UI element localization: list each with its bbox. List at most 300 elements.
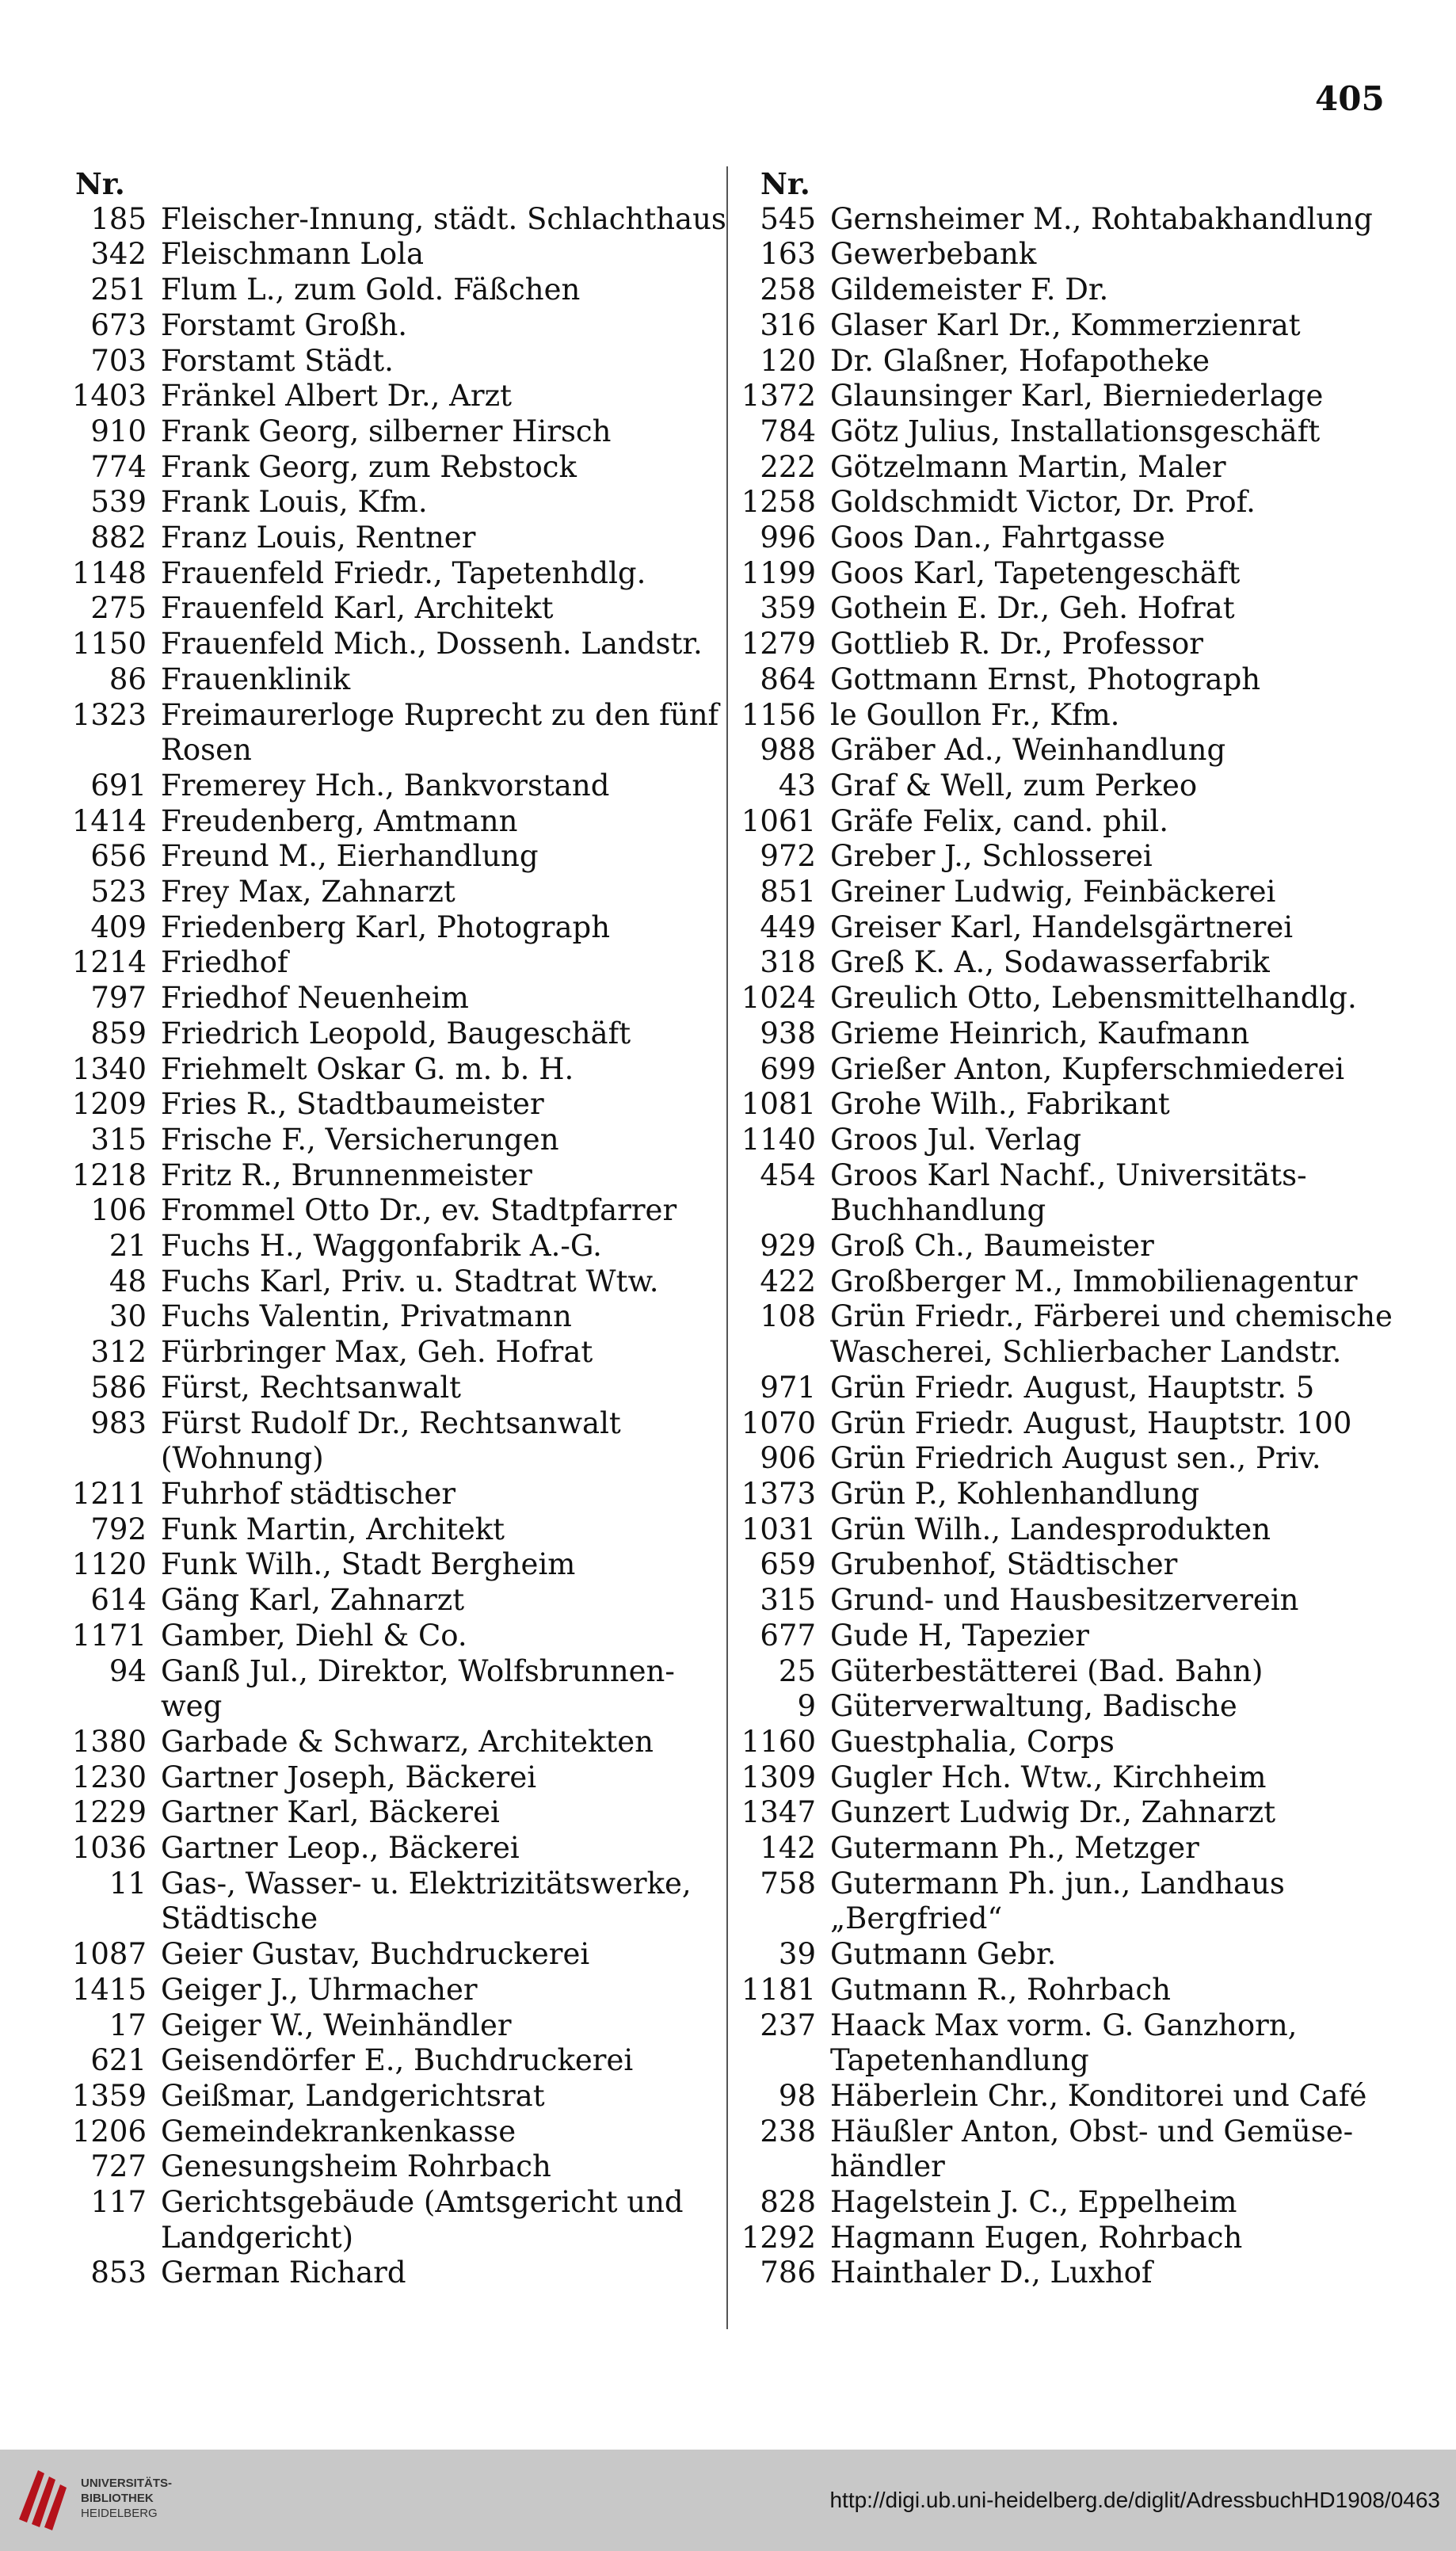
directory-entry	[55, 1229, 721, 1264]
directory-entry	[55, 875, 721, 910]
entry-name: Geier Gustav, Buchdruckerei	[161, 1937, 590, 1972]
directory-entry	[55, 485, 721, 520]
page-number: 405	[1315, 79, 1385, 118]
entry-number: 449	[760, 909, 816, 944]
entry-name: Hagmann Eugen, Rohrbach	[830, 2220, 1243, 2255]
entry-number: 971	[760, 1370, 816, 1405]
entry-number: 1087	[71, 1937, 147, 1972]
directory-entry	[55, 450, 721, 486]
entry-name: Gutermann Ph. jun., Landhaus	[830, 1866, 1285, 1901]
entry-number: 586	[90, 1370, 147, 1405]
directory-entry	[55, 1299, 721, 1335]
column-divider	[726, 166, 728, 2329]
directory-entry	[55, 768, 721, 804]
directory-entry	[55, 1371, 721, 1406]
footer-bar	[0, 2450, 1456, 2551]
entry-name: Franz Louis, Rentner	[161, 520, 476, 555]
entry-number: 1081	[741, 1087, 816, 1122]
entry-name: Grün Friedrich August sen., Priv.	[830, 1441, 1321, 1476]
entry-name: Friehmelt Oskar G. m. b. H.	[161, 1051, 574, 1086]
directory-entry	[55, 201, 726, 238]
entry-name: Grund- und Hausbesitzerverein	[830, 1583, 1299, 1618]
directory-entry	[741, 237, 1390, 273]
entry-name: Funk Martin, Architekt	[161, 1512, 505, 1546]
entry-number: 929	[760, 1229, 816, 1264]
entry-name: Fuchs Valentin, Privatmann	[161, 1299, 572, 1334]
entry-name: Fremerey Hch., Bankvorstand	[161, 768, 610, 803]
directory-entry	[55, 804, 721, 840]
entry-number: 1156	[741, 697, 816, 732]
entry-list	[55, 201, 726, 2291]
directory-entry	[741, 768, 1390, 804]
entry-name: Gemeindekrankenkasse	[161, 2114, 516, 2149]
directory-entry	[55, 591, 721, 627]
entry-name: Gothein E. Dr., Geh. Hofrat	[830, 591, 1235, 626]
directory-entry	[741, 450, 1390, 486]
entry-name: Grieme Heinrich, Kaufmann	[830, 1016, 1250, 1051]
entry-name: Fuchs H., Waggonfabrik A.-G.	[161, 1229, 602, 1264]
directory-entry	[741, 2114, 1390, 2150]
entry-name: Frauenklinik	[161, 662, 351, 696]
directory-entry	[741, 2079, 1390, 2114]
entry-number: 1160	[741, 1724, 816, 1759]
entry-name: Gas-, Wasser- u. Elektrizitätswerke,	[161, 1866, 692, 1901]
directory-entry	[55, 1052, 721, 1088]
entry-number: 1211	[71, 1477, 147, 1511]
entry-number: 251	[90, 273, 147, 307]
entry-number: 30	[109, 1299, 147, 1334]
entry-name: Freudenberg, Amtmann	[161, 803, 518, 838]
entry-name: Friedhof	[161, 945, 288, 980]
directory-entry	[741, 1795, 1390, 1831]
directory-entry	[55, 2043, 721, 2079]
directory-entry	[55, 414, 721, 450]
entry-name: Grün Friedr., Färberei und chemische	[830, 1299, 1393, 1334]
entry-number: 786	[760, 2255, 816, 2290]
entry-number: 1061	[741, 803, 816, 838]
entry-name: Greiser Karl, Handelsgärtnerei	[830, 909, 1294, 944]
directory-entry	[741, 910, 1390, 946]
directory-entry	[55, 1689, 721, 1725]
entry-name: Groos Karl Nachf., Universitäts-	[830, 1157, 1307, 1192]
entry-number: 792	[90, 1512, 147, 1546]
directory-entry	[55, 2079, 721, 2114]
directory-entry	[741, 2008, 1390, 2044]
directory-entry	[741, 1547, 1390, 1583]
directory-entry	[741, 733, 1390, 768]
entry-name: Glaser Karl Dr., Kommerzienrat	[830, 307, 1301, 342]
entry-name: Gäng Karl, Zahnarzt	[161, 1583, 465, 1618]
entry-number: 1309	[741, 1760, 816, 1794]
entry-name: Gerichtsgebäude (Amtsgericht und	[161, 2185, 684, 2220]
entry-name: Fleischmann Lola	[161, 237, 425, 272]
entry-number: 1140	[741, 1122, 816, 1157]
entry-name: Forstamt Städt.	[161, 343, 394, 378]
left-column	[55, 166, 726, 2291]
entry-name: Freund M., Eierhandlung	[161, 839, 539, 874]
entry-name: Ganß Jul., Direktor, Wolfsbrunnen-	[161, 1653, 675, 1688]
entry-name: Götzelmann Martin, Maler	[830, 449, 1226, 484]
directory-entry	[741, 1193, 1390, 1229]
entry-number: 117	[90, 2185, 147, 2220]
entry-number: 1181	[741, 1972, 816, 2007]
entry-name: Wascherei, Schlierbacher Landstr.	[830, 1335, 1342, 1370]
entry-number: 1031	[741, 1512, 816, 1546]
entry-number: 906	[760, 1441, 816, 1476]
entry-name: Greß K. A., Sodawasserfabrik	[830, 945, 1270, 980]
entry-name: Tapetenhandlung	[830, 2043, 1089, 2078]
entry-number: 545	[760, 201, 816, 236]
entry-name: Greber J., Schlosserei	[830, 839, 1153, 874]
entry-name: Geisendörfer E., Buchdruckerei	[161, 2043, 634, 2078]
entry-number: 1229	[71, 1795, 147, 1830]
entry-number: 48	[109, 1264, 147, 1298]
entry-number: 163	[760, 237, 816, 272]
entry-number: 621	[90, 2043, 147, 2078]
directory-entry	[55, 556, 721, 592]
directory-entry	[55, 1335, 721, 1371]
directory-entry	[741, 520, 1390, 556]
entry-name: Geiger J., Uhrmacher	[161, 1972, 478, 2007]
directory-entry	[55, 344, 721, 379]
entry-name: Goos Karl, Tapetengeschäft	[830, 555, 1241, 590]
entry-number	[741, 1193, 816, 1229]
entry-number: 258	[760, 273, 816, 307]
entry-number: 1120	[71, 1547, 147, 1582]
entry-number: 237	[760, 2008, 816, 2042]
entry-name: Frauenfeld Karl, Architekt	[161, 591, 554, 626]
entry-name: Grubenhof, Städtischer	[830, 1547, 1178, 1582]
entry-name: German Richard	[161, 2255, 406, 2290]
entry-number: 1214	[71, 945, 147, 980]
entry-number: 454	[760, 1157, 816, 1192]
directory-entry	[741, 804, 1390, 840]
directory-entry	[55, 1901, 721, 1937]
entry-name: Grießer Anton, Kupferschmiederei	[830, 1051, 1345, 1086]
entry-number	[55, 2221, 147, 2256]
directory-entry	[741, 379, 1390, 414]
entry-number: 409	[90, 909, 147, 944]
entry-name: Frank Georg, silberner Hirsch	[161, 414, 612, 448]
directory-entry	[55, 1867, 721, 1902]
source-url-link[interactable]: http://digi.ub.uni-heidelberg.de/diglit/AdressbuchHD1908/0463	[829, 2488, 1440, 2512]
entry-name: Hainthaler D., Luxhof	[830, 2255, 1153, 2290]
entry-number: 727	[90, 2149, 147, 2184]
directory-entry	[55, 1831, 721, 1867]
entry-number: 539	[90, 485, 147, 520]
directory-entry	[741, 556, 1390, 592]
entry-number: 43	[778, 768, 816, 803]
entry-number: 1209	[71, 1087, 147, 1122]
directory-entry	[55, 1547, 721, 1583]
entry-number: 1372	[741, 379, 816, 414]
directory-entry	[55, 1795, 721, 1831]
entry-name: Dr. Glaßner, Hofapotheke	[830, 343, 1210, 378]
entry-number: 774	[90, 449, 147, 484]
entry-number: 315	[90, 1122, 147, 1157]
entry-name: Friedenberg Karl, Photograph	[161, 909, 611, 944]
entry-name: Gartner Karl, Bäckerei	[161, 1795, 500, 1830]
entry-number: 828	[760, 2185, 816, 2220]
directory-entry	[741, 875, 1390, 910]
entry-number: 312	[90, 1335, 147, 1370]
entry-number: 1380	[71, 1724, 147, 1759]
entry-name: Fleischer-Innung, städt. Schlachthaus	[161, 201, 726, 236]
directory-entry	[741, 1725, 1390, 1760]
entry-name: Forstamt Großh.	[161, 307, 408, 342]
entry-name: Gernsheimer M., Rohtabakhandlung	[830, 201, 1373, 236]
directory-entry	[741, 1619, 1390, 1654]
entry-number: 359	[760, 591, 816, 626]
entry-name: Grün Friedr. August, Hauptstr. 100	[830, 1405, 1352, 1440]
entry-number	[741, 1335, 816, 1371]
entry-number: 98	[778, 2078, 816, 2113]
directory-entry	[741, 308, 1390, 344]
entry-name: Gutmann Gebr.	[830, 1937, 1057, 1972]
entry-number: 120	[760, 343, 816, 378]
entry-name: Fuhrhof städtischer	[161, 1477, 456, 1511]
directory-entry	[741, 1087, 1390, 1123]
library-logo-icon	[14, 2464, 73, 2532]
entry-number: 859	[90, 1016, 147, 1051]
entry-name: Götz Julius, Installationsgeschäft	[830, 414, 1321, 448]
directory-entry	[55, 1016, 721, 1052]
entry-name: Greiner Ludwig, Feinbäckerei	[830, 875, 1276, 909]
entry-number: 851	[760, 875, 816, 909]
library-logo[interactable]	[14, 2464, 172, 2532]
entry-number: 659	[760, 1547, 816, 1582]
directory-entry	[741, 485, 1390, 520]
directory-entry	[741, 698, 1390, 734]
directory-entry	[741, 414, 1390, 450]
directory-entry	[741, 1831, 1390, 1867]
entry-number: 1230	[71, 1760, 147, 1794]
entry-number: 797	[90, 981, 147, 1016]
entry-number: 972	[760, 839, 816, 874]
directory-entry	[741, 344, 1390, 379]
directory-entry	[741, 591, 1390, 627]
entry-number: 316	[760, 307, 816, 342]
directory-entry	[55, 1123, 721, 1158]
entry-number	[55, 1441, 147, 1477]
entry-name: Geißmar, Landgerichtsrat	[161, 2078, 545, 2113]
entry-number: 699	[760, 1051, 816, 1086]
directory-entry	[55, 1158, 721, 1194]
entry-name: Gamber, Diehl & Co.	[161, 1618, 467, 1653]
entry-name: Gräfe Felix, cand. phil.	[830, 803, 1169, 838]
entry-name: Guestphalia, Corps	[830, 1724, 1115, 1759]
directory-entry	[741, 627, 1390, 662]
entry-number: 1258	[741, 485, 816, 520]
entry-number: 39	[778, 1937, 816, 1972]
directory-entry	[741, 2043, 1390, 2079]
entry-number: 422	[760, 1264, 816, 1298]
directory-entry	[55, 2185, 721, 2221]
directory-entry	[55, 237, 721, 273]
directory-entry	[741, 662, 1390, 698]
entry-name: Frische F., Versicherungen	[161, 1122, 559, 1157]
directory-entry	[55, 981, 721, 1016]
directory-entry	[55, 1760, 721, 1796]
directory-entry	[55, 1087, 721, 1123]
entry-number: 1292	[741, 2220, 816, 2255]
entry-name: Landgericht)	[161, 2220, 354, 2255]
entry-number: 523	[90, 875, 147, 909]
entry-name: Güterverwaltung, Badische	[830, 1689, 1237, 1724]
directory-entry	[55, 2008, 721, 2044]
directory-entry	[741, 1052, 1390, 1088]
entry-number	[55, 733, 147, 768]
directory-entry	[55, 1441, 721, 1477]
directory-entry	[55, 2149, 721, 2185]
directory-entry	[741, 1441, 1390, 1477]
entry-number: 784	[760, 414, 816, 448]
entry-number: 222	[760, 449, 816, 484]
entry-number: 342	[90, 237, 147, 272]
entry-name: Gugler Hch. Wtw., Kirchheim	[830, 1760, 1267, 1794]
directory-entry	[741, 1335, 1390, 1371]
entry-name: Gartner Leop., Bäckerei	[161, 1831, 520, 1866]
entry-number: 1340	[71, 1051, 147, 1086]
entry-name: (Wohnung)	[161, 1441, 324, 1476]
entry-number: 185	[90, 201, 147, 236]
entry-number	[741, 1901, 816, 1937]
directory-entry	[741, 1229, 1390, 1264]
entry-number: 983	[90, 1405, 147, 1440]
entry-number: 1070	[741, 1405, 816, 1440]
entry-name: Städtische	[161, 1901, 318, 1936]
directory-entry	[741, 1583, 1390, 1619]
entry-number: 1359	[71, 2078, 147, 2113]
entry-name: Hagelstein J. C., Eppelheim	[830, 2185, 1237, 2220]
directory-entry	[741, 1299, 1393, 1335]
directory-entry	[55, 1193, 721, 1229]
entry-name: Fränkel Albert Dr., Arzt	[161, 379, 512, 414]
entry-name: Gottlieb R. Dr., Professor	[830, 627, 1203, 662]
entry-number: 988	[760, 733, 816, 768]
entry-name: Fries R., Stadtbaumeister	[161, 1087, 544, 1122]
directory-entry	[741, 1477, 1390, 1512]
entry-name: weg	[161, 1689, 223, 1724]
column-header: Nr.	[75, 166, 125, 201]
directory-entry	[55, 698, 721, 734]
entry-name: le Goullon Fr., Kfm.	[830, 697, 1120, 732]
directory-entry	[55, 839, 721, 875]
entry-number: 614	[90, 1583, 147, 1618]
directory-entry	[55, 2255, 721, 2291]
entry-name: Grün Friedr. August, Hauptstr. 5	[830, 1370, 1315, 1405]
entry-number: 25	[778, 1653, 816, 1688]
directory-entry	[741, 1512, 1390, 1548]
directory-entry	[741, 202, 1390, 238]
directory-entry	[741, 1371, 1390, 1406]
entry-number: 673	[90, 307, 147, 342]
entry-number: 758	[760, 1866, 816, 1901]
directory-entry	[55, 1512, 721, 1548]
directory-entry	[741, 2149, 1390, 2185]
entry-number: 882	[90, 520, 147, 555]
entry-name: Gutermann Ph., Metzger	[830, 1831, 1199, 1866]
entry-number	[741, 2043, 816, 2079]
entry-name: Groß Ch., Baumeister	[830, 1229, 1154, 1264]
entry-number: 142	[760, 1831, 816, 1866]
entry-name: Grohe Wilh., Fabrikant	[830, 1087, 1170, 1122]
entry-number: 106	[90, 1193, 147, 1228]
library-logo-text: UNIVERSITÄTS- BIBLIOTHEK HEIDELBERG	[81, 2476, 173, 2520]
entry-name: Friedhof Neuenheim	[161, 981, 469, 1016]
column-header: Nr.	[760, 166, 810, 201]
entry-number: 1148	[71, 555, 147, 590]
entry-number: 677	[760, 1618, 816, 1653]
entry-number: 703	[90, 343, 147, 378]
entry-name: Friedrich Leopold, Baugeschäft	[161, 1016, 631, 1051]
directory-entry	[741, 1901, 1390, 1937]
entry-name: Groos Jul. Verlag	[830, 1122, 1082, 1157]
entry-name: Gottmann Ernst, Photograph	[830, 662, 1261, 696]
entry-name: Rosen	[161, 733, 252, 768]
entry-name: Flum L., zum Gold. Fäßchen	[161, 273, 581, 307]
directory-entry	[55, 379, 721, 414]
entry-number: 938	[760, 1016, 816, 1051]
entry-number: 656	[90, 839, 147, 874]
entry-name: Goos Dan., Fahrtgasse	[830, 520, 1165, 555]
entry-number: 11	[109, 1866, 147, 1901]
entry-number: 996	[760, 520, 816, 555]
entry-number: 1171	[71, 1618, 147, 1653]
entry-number: 1279	[741, 627, 816, 662]
entry-name: händler	[830, 2149, 945, 2184]
directory-entry	[741, 945, 1390, 981]
entry-name: Geiger W., Weinhändler	[161, 2008, 512, 2042]
entry-name: Frauenfeld Friedr., Tapetenhdlg.	[161, 555, 646, 590]
entry-name: Fürst, Rechtsanwalt	[161, 1370, 462, 1405]
entry-number	[55, 1901, 147, 1937]
directory-entry	[55, 627, 721, 662]
entry-number: 1206	[71, 2114, 147, 2149]
entry-number: 853	[90, 2255, 147, 2290]
entry-number: 1414	[71, 803, 147, 838]
entry-name: Fürst Rudolf Dr., Rechtsanwalt	[161, 1405, 621, 1440]
directory-entry	[741, 839, 1390, 875]
directory-entry	[55, 1937, 721, 1973]
entry-number: 1373	[741, 1477, 816, 1511]
entry-name: Gutmann R., Rohrbach	[830, 1972, 1171, 2007]
directory-entry	[741, 1654, 1390, 1690]
right-column	[741, 166, 1393, 2291]
directory-entry	[55, 910, 721, 946]
entry-name: Graf & Well, zum Perkeo	[830, 768, 1198, 803]
directory-entry	[55, 1477, 721, 1512]
entry-name: Fürbringer Max, Geh. Hofrat	[161, 1335, 593, 1370]
entry-name: Großberger M., Immobilienagentur	[830, 1264, 1358, 1298]
entry-name: Frauenfeld Mich., Dossenh. Landstr.	[161, 627, 703, 662]
directory-entry	[741, 2255, 1390, 2291]
entry-name: Genesungsheim Rohrbach	[161, 2149, 551, 2184]
entry-number: 17	[109, 2008, 147, 2042]
entry-list	[741, 201, 1393, 2291]
directory-entry	[55, 1264, 721, 1300]
entry-name: Häußler Anton, Obst- und Gemüse-	[830, 2114, 1354, 2149]
directory-entry	[55, 308, 721, 344]
entry-name: Grün Wilh., Landesprodukten	[830, 1512, 1271, 1546]
entry-name: Fuchs Karl, Priv. u. Stadtrat Wtw.	[161, 1264, 659, 1298]
directory-entry	[55, 273, 721, 308]
directory-entry	[55, 520, 721, 556]
entry-name: Freimaurerloge Ruprecht zu den fünf	[161, 697, 719, 732]
entry-number: 1347	[741, 1795, 816, 1830]
entry-number: 318	[760, 945, 816, 980]
directory-entry	[741, 1689, 1390, 1725]
